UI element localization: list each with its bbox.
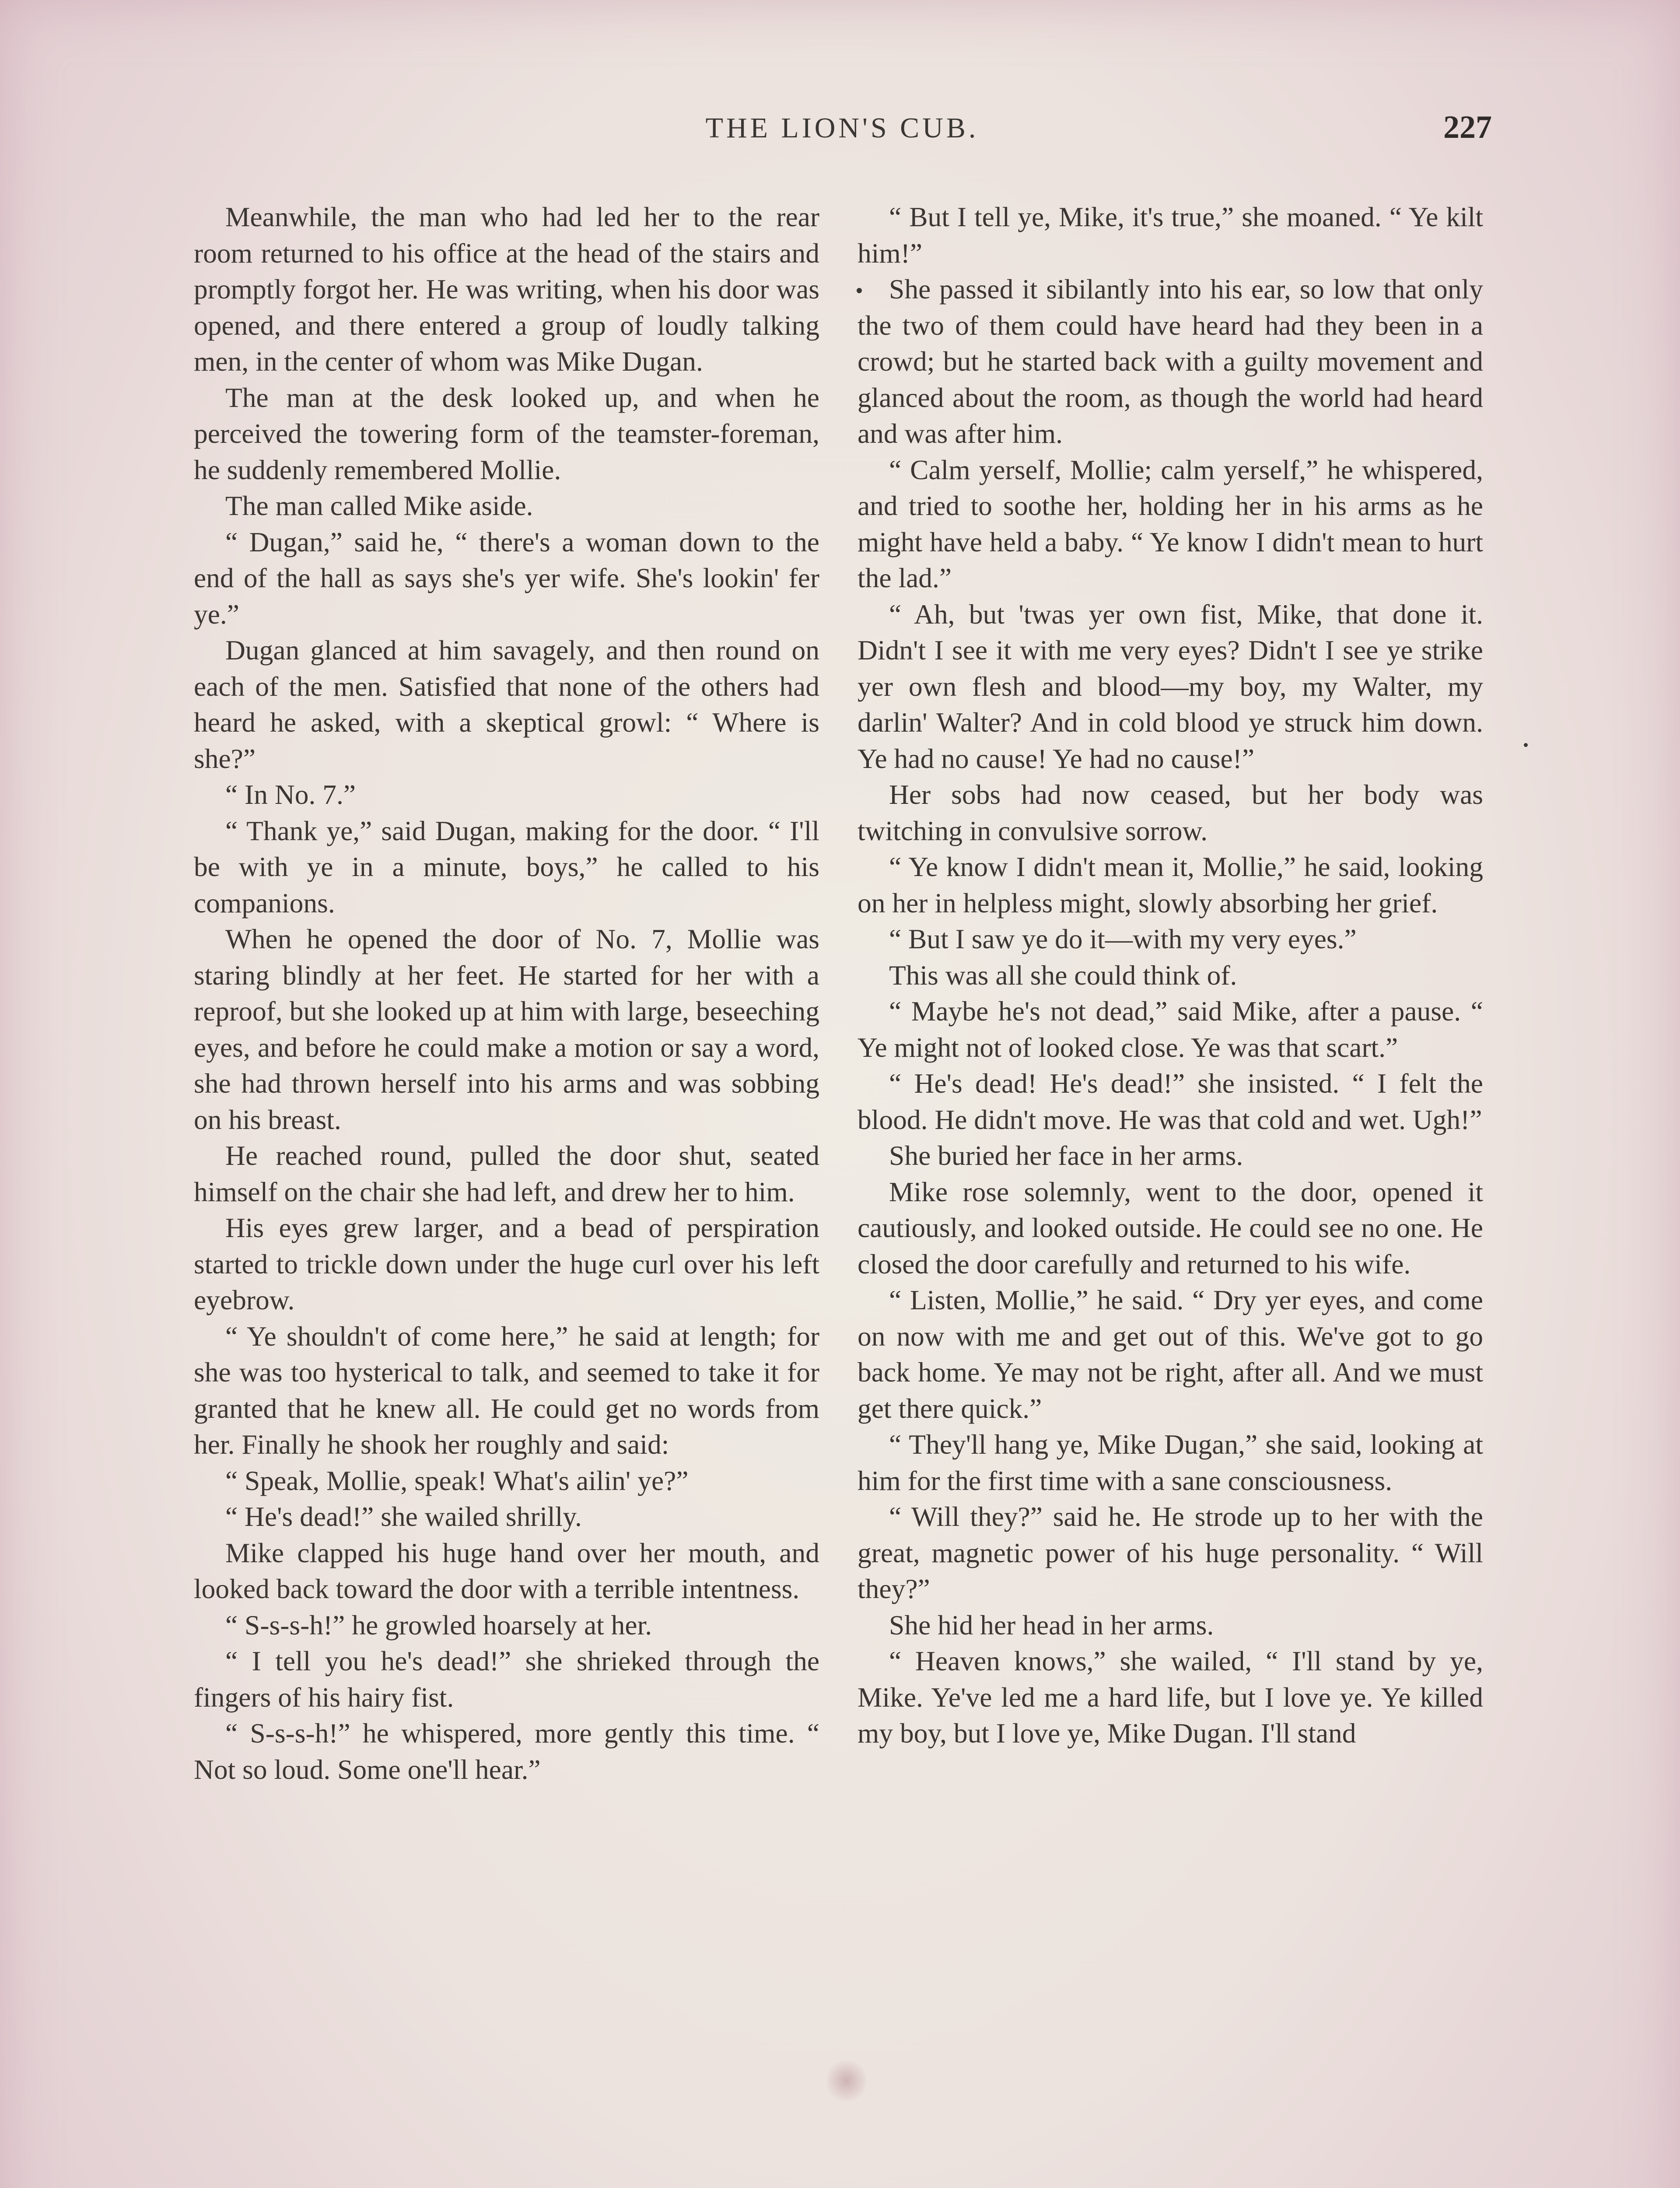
page-number: 227 (1443, 109, 1492, 145)
paragraph: She buried her face in her arms. (889, 1140, 1243, 1171)
paragraph: “ Thank ye,” said Dugan, making for the door. “ I'll be with ye in a minute, boys,” he called to his companions. (194, 815, 819, 919)
paragraph: Dugan glanced at him savagely, and then round on each of the men. Satisfied that none of the others had heard he asked, with a skeptical growl: “ Where is she?” (194, 635, 819, 774)
paragraph: “ Speak, Mollie, speak! What's ailin' ye?” (225, 1465, 689, 1496)
paragraph: He reached round, pulled the door shut, seated himself on the chair she had left, and drew her to him. (194, 1140, 819, 1207)
paragraph: Mike rose solemnly, went to the door, opened it cautiously, and looked outside. He could see no one. He closed the door carefully and returned to his wife. (858, 1176, 1483, 1280)
paragraph: His eyes grew larger, and a bead of perspiration started to trickle down under the huge curl over his left eyebrow. (194, 1212, 819, 1315)
paragraph: “ Maybe he's not dead,” said Mike, after a pause. “ Ye might not of looked close. Ye was that scart.” (858, 996, 1483, 1063)
ink-speck (1524, 743, 1528, 747)
paragraph: When he opened the door of No. 7, Mollie was staring blindly at her feet. He started for her with a reproof, but she looked up at him with large, beseeching eyes, and before he could make a motion or say a word, she had thrown herself into his arms and was sobbing on his breast. (194, 923, 819, 1135)
running-title: THE LION'S CUB. (705, 112, 979, 144)
paragraph: “ Ah, but 'twas yer own fist, Mike, that done it. Didn't I see it with me very eyes? Didn't I see ye strike yer own flesh and blood—my boy, my Walter, my darlin' Walter? And in cold blood ye struck him down. Ye had no cause! Ye had no cause!” (858, 598, 1483, 774)
paragraph: The man at the desk looked up, and when he perceived the towering form of the teamster-foreman, he suddenly remembered Mollie. (194, 382, 819, 485)
paragraph: “ Dugan,” said he, “ there's a woman down to the end of the hall as says she's yer wife. She's lookin' fer ye.” (194, 526, 819, 630)
paper-stain (827, 2057, 866, 2105)
paragraph: “ They'll hang ye, Mike Dugan,” she said, looking at him for the first time with a sane consciousness. (858, 1429, 1483, 1496)
paragraph: “ But I tell ye, Mike, it's true,” she moaned. “ Ye kilt him!” (858, 201, 1483, 269)
paragraph: “ In No. 7.” (225, 779, 356, 810)
paragraph: “ Will they?” said he. He strode up to her with the great, magnetic power of his huge personality. “ Will they?” (858, 1501, 1483, 1604)
paragraph: “ Ye shouldn't of come here,” he said at length; for she was too hysterical to talk, and seemed to take it for granted that he knew all. He could get no words from her. Finally he shook her roughly and said: (194, 1320, 819, 1460)
paragraph: Meanwhile, the man who had led her to the rear room returned to his office at the head of the stairs and promptly forgot her. He was writing, when his door was opened, and there entered a group of loudly talking men, in the center of whom was Mike Dugan. (194, 201, 819, 377)
left-column (194, 199, 819, 1788)
paragraph: She passed it sibilantly into his ear, so low that only the two of them could have heard had they been in a crowd; but he started back with a guilty movement and glanced about the room, as though the world had heard and was after him. (858, 274, 1483, 449)
paragraph: “ Heaven knows,” she wailed, “ I'll stand by ye, Mike. Ye've led me a hard life, but I love ye. Ye killed my boy, but I love ye, Mike Dugan. I'll stand (858, 1645, 1483, 1749)
paragraph: Mike clapped his huge hand over her mouth, and looked back toward the door with a terrible intentness. (194, 1537, 819, 1604)
paragraph: “ Listen, Mollie,” he said. “ Dry yer eyes, and come on now with me and get out of this. We've got to go back home. Ye may not be right, after all. And we must get there quick.” (858, 1284, 1483, 1424)
ink-speck (857, 288, 862, 293)
paragraph: “ Calm yerself, Mollie; calm yerself,” he whispered, and tried to soothe her, holding her in his arms as he might have held a baby. “ Ye know I didn't mean to hurt the lad.” (858, 454, 1483, 593)
right-column (858, 199, 1483, 1752)
paragraph: Her sobs had now ceased, but her body was twitching in convulsive sorrow. (858, 779, 1483, 846)
paragraph: “ He's dead!” she wailed shrilly. (225, 1501, 582, 1532)
paragraph: “ S-s-s-h!” he whispered, more gently this time. “ Not so loud. Some one'll hear.” (194, 1718, 819, 1785)
paragraph: She hid her head in her arms. (889, 1609, 1214, 1641)
paragraph: “ I tell you he's dead!” she shrieked through the fingers of his hairy fist. (194, 1645, 819, 1713)
paragraph: “ S-s-s-h!” he growled hoarsely at her. (225, 1609, 652, 1641)
running-head (192, 109, 1492, 164)
paragraph: “ He's dead! He's dead!” she insisted. “ I felt the blood. He didn't move. He was that cold and wet. Ugh!” (858, 1068, 1483, 1135)
paragraph: “ Ye know I didn't mean it, Mollie,” he said, looking on her in helpless might, slowly absorbing her grief. (858, 851, 1483, 919)
paragraph: The man called Mike aside. (225, 490, 533, 521)
paragraph: “ But I saw ye do it—with my very eyes.” (889, 923, 1357, 954)
paragraph: This was all she could think of. (889, 959, 1237, 991)
